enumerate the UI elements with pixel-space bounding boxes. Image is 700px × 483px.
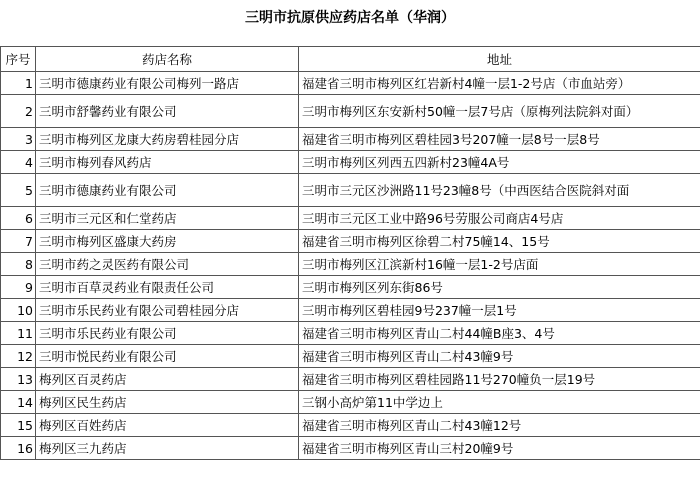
row-pharmacy-name: 三明市德康药业有限公司梅列一路店 (36, 72, 299, 95)
row-pharmacy-name: 三明市乐民药业有限公司碧桂园分店 (36, 299, 299, 322)
row-address: 三明市三元区沙洲路11号23幢8号（中西医结合医院斜对面 (299, 174, 700, 207)
row-address: 三明市三元区工业中路96号劳服公司商店4号店 (299, 207, 700, 230)
row-index: 8 (1, 253, 36, 276)
row-address: 三明市梅列区碧桂园9号237幢一层1号 (299, 299, 700, 322)
row-index: 11 (1, 322, 36, 345)
table-row (1, 207, 700, 230)
row-pharmacy-name: 三明市三元区和仁堂药店 (36, 207, 299, 230)
row-pharmacy-name: 三明市悦民药业有限公司 (36, 345, 299, 368)
row-index: 16 (1, 437, 36, 460)
row-address: 福建省三明市梅列区青山二村43幢12号 (299, 414, 700, 437)
row-pharmacy-name: 梅列区百姓药店 (36, 414, 299, 437)
table-row (1, 253, 700, 276)
row-address: 福建省三明市梅列区青山三村20幢9号 (299, 437, 700, 460)
row-address: 福建省三明市梅列区红岩新村4幢一层1-2号店（市血站旁） (299, 72, 700, 95)
table-row (1, 151, 700, 174)
table-row (1, 72, 700, 95)
header-index: 序号 (1, 47, 36, 72)
row-address: 三明市梅列区江滨新村16幢一层1-2号店面 (299, 253, 700, 276)
row-pharmacy-name: 三明市百草灵药业有限责任公司 (36, 276, 299, 299)
row-index: 9 (1, 276, 36, 299)
table-row (1, 437, 700, 460)
row-index: 15 (1, 414, 36, 437)
row-index: 7 (1, 230, 36, 253)
row-index: 13 (1, 368, 36, 391)
table-row (1, 230, 700, 253)
row-pharmacy-name: 梅列区民生药店 (36, 391, 299, 414)
row-address: 福建省三明市梅列区青山二村44幢B座3、4号 (299, 322, 700, 345)
table-row (1, 128, 700, 151)
row-address: 三钢小高炉第11中学边上 (299, 391, 700, 414)
table-row (1, 174, 700, 207)
table-row (1, 391, 700, 414)
table-header-row (1, 47, 700, 72)
row-address: 福建省三明市梅列区碧桂园3号207幢一层8号一层8号 (299, 128, 700, 151)
row-address: 三明市梅列区东安新村50幢一层7号店（原梅列法院斜对面） (299, 95, 700, 128)
table-row (1, 276, 700, 299)
row-index: 3 (1, 128, 36, 151)
row-index: 5 (1, 174, 36, 207)
table-row (1, 299, 700, 322)
row-address: 三明市梅列区列东街86号 (299, 276, 700, 299)
table-row (1, 368, 700, 391)
row-index: 12 (1, 345, 36, 368)
row-pharmacy-name: 梅列区百灵药店 (36, 368, 299, 391)
table-row (1, 345, 700, 368)
table-row (1, 322, 700, 345)
row-pharmacy-name: 三明市梅列区龙康大药房碧桂园分店 (36, 128, 299, 151)
row-address: 三明市梅列区列西五四新村23幢4A号 (299, 151, 700, 174)
row-index: 10 (1, 299, 36, 322)
page-title: 三明市抗原供应药店名单（华润） (245, 10, 455, 26)
row-index: 1 (1, 72, 36, 95)
header-address: 地址 (299, 47, 700, 72)
row-pharmacy-name: 三明市药之灵医药有限公司 (36, 253, 299, 276)
table-body (1, 72, 700, 460)
row-index: 2 (1, 95, 36, 128)
header-name: 药店名称 (36, 47, 299, 72)
row-pharmacy-name: 梅列区三九药店 (36, 437, 299, 460)
row-address: 福建省三明市梅列区徐碧二村75幢14、15号 (299, 230, 700, 253)
row-address: 福建省三明市梅列区碧桂园路11号270幢负一层19号 (299, 368, 700, 391)
row-index: 14 (1, 391, 36, 414)
table-row (1, 414, 700, 437)
row-index: 6 (1, 207, 36, 230)
row-pharmacy-name: 三明市梅列区盛康大药房 (36, 230, 299, 253)
row-pharmacy-name: 三明市舒馨药业有限公司 (36, 95, 299, 128)
row-pharmacy-name: 三明市乐民药业有限公司 (36, 322, 299, 345)
table-row (1, 95, 700, 128)
row-pharmacy-name: 三明市梅列春风药店 (36, 151, 299, 174)
row-index: 4 (1, 151, 36, 174)
pharmacy-table (0, 46, 700, 460)
row-pharmacy-name: 三明市德康药业有限公司 (36, 174, 299, 207)
row-address: 福建省三明市梅列区青山二村43幢9号 (299, 345, 700, 368)
